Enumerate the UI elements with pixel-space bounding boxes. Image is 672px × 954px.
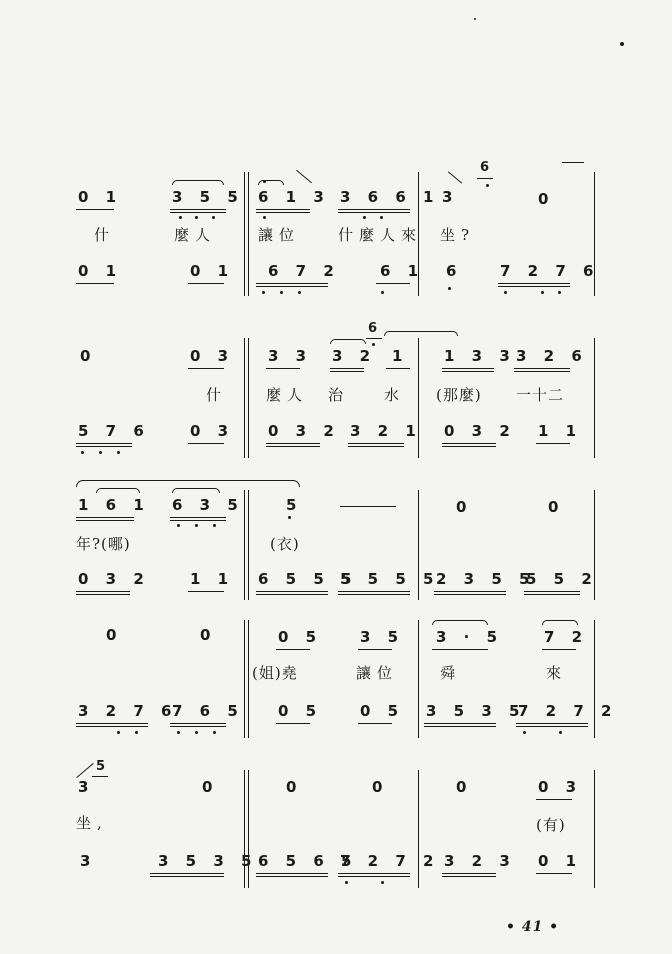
octave-dot: [195, 216, 198, 219]
note-group: 3 3: [268, 347, 313, 365]
grace-note: 6: [480, 160, 496, 175]
slur: [172, 180, 224, 185]
rest: 0: [200, 626, 217, 644]
tie: [562, 162, 584, 163]
note: 1: [392, 347, 409, 365]
accomp-group: 3 5 3 5: [158, 852, 258, 870]
accomp-group: 3 2 1: [350, 422, 422, 440]
underline: [188, 283, 224, 284]
octave-dot: [559, 731, 562, 734]
underline: [276, 723, 310, 724]
lyric: 讓位: [356, 664, 399, 682]
lyric: 水: [384, 386, 406, 404]
rest: 0: [286, 778, 303, 796]
octave-dot: [213, 731, 216, 734]
barline: [418, 770, 419, 888]
underline: [76, 443, 132, 447]
barline: [418, 620, 419, 738]
accomp-group: 1 1: [538, 422, 583, 440]
note-group: 0 1: [78, 188, 123, 206]
lyric: 讓位: [258, 226, 301, 244]
lyric: 麼人: [174, 226, 217, 244]
accomp-note: 3: [80, 852, 97, 870]
underline: [358, 649, 392, 650]
underline: [514, 368, 570, 372]
slur: [432, 620, 488, 625]
lyric: (衣): [270, 535, 300, 553]
underline: [536, 799, 572, 800]
note: 3: [442, 188, 459, 206]
octave-dot: [381, 291, 384, 294]
accomp-group: 0 1: [78, 262, 123, 280]
lyric: (有): [536, 816, 566, 834]
page-number: • 41 •: [506, 919, 560, 935]
double-barline: [244, 172, 249, 296]
accomp-group: 0 1: [538, 852, 583, 870]
underline: [188, 443, 224, 444]
note-group: 0 3: [538, 778, 583, 796]
accomp-note: 6: [446, 262, 463, 280]
octave-dot: [345, 881, 348, 884]
underline: [256, 873, 328, 877]
underline: [150, 873, 224, 877]
underline: [536, 443, 570, 444]
underline: [92, 776, 108, 777]
underline: [338, 209, 410, 213]
underline: [266, 443, 320, 447]
octave-dot: [448, 287, 451, 290]
octave-dot: [486, 184, 489, 187]
underline: [524, 591, 580, 595]
underline: [170, 723, 226, 727]
underline: [536, 873, 572, 874]
double-barline: [244, 770, 249, 888]
note-group: 1 6 1: [78, 496, 150, 514]
underline: [76, 283, 114, 284]
lyric: (那麼): [436, 386, 482, 404]
note-group: 3 5: [360, 628, 405, 646]
octave-dot: [99, 451, 102, 454]
note-group: 3 2: [332, 347, 377, 365]
accomp-group: 6 7 2: [268, 262, 340, 280]
barline: [418, 338, 419, 458]
octave-dot: [117, 731, 120, 734]
underline: [76, 723, 148, 727]
octave-dot: [213, 524, 216, 527]
octave-dot: [504, 291, 507, 294]
double-barline: [244, 620, 249, 738]
note-group: 1 3 3: [444, 347, 516, 365]
underline: [330, 368, 364, 372]
lyric: 治: [328, 386, 350, 404]
barline: [594, 338, 595, 458]
octave-dot: [381, 881, 384, 884]
grace-note: 6: [368, 321, 384, 336]
slur: [330, 339, 366, 344]
note-group: 3 5 5: [172, 188, 244, 206]
accomp-group: 0 3: [190, 422, 235, 440]
underline: [516, 723, 588, 727]
slur: [384, 331, 458, 336]
underline: [442, 368, 494, 372]
barline: [594, 620, 595, 738]
lyric: 什: [94, 226, 116, 244]
underline: [76, 591, 130, 595]
underline: [188, 591, 224, 592]
lyric: (姐)堯: [252, 664, 298, 682]
barline: [594, 770, 595, 888]
octave-dot: [177, 731, 180, 734]
underline: [424, 723, 496, 727]
underline: [338, 873, 410, 877]
underline: [358, 723, 392, 724]
rest: 0: [456, 778, 473, 796]
rest: 0: [372, 778, 389, 796]
slur: [258, 180, 284, 185]
accomp-group: 7 2 7 2: [518, 702, 618, 720]
octave-dot: [298, 291, 301, 294]
accomp-group: 7 2 7 6: [500, 262, 600, 280]
accomp-group: 7 2 7 2: [340, 852, 440, 870]
accomp-group: 0 1: [190, 262, 235, 280]
lyric: 舜: [440, 664, 462, 682]
underline: [376, 283, 410, 284]
slur: [76, 480, 300, 487]
octave-dot: [263, 180, 266, 183]
lyric: 什: [206, 386, 228, 404]
lyric: 一十二: [516, 386, 565, 404]
accomp-group: 3 2 3: [444, 852, 516, 870]
slur: [96, 488, 140, 493]
octave-dot: [523, 731, 526, 734]
accomp-group: 1 1: [190, 570, 235, 588]
lyric: 什麼人來: [338, 226, 423, 244]
accomp-group: 0 5: [278, 702, 323, 720]
octave-dot: [262, 291, 265, 294]
rest: 0: [548, 498, 565, 516]
underline: [276, 649, 310, 650]
octave-dot: [117, 451, 120, 454]
octave-dot: [195, 731, 198, 734]
accomp-group: 5 5 5 5: [340, 570, 440, 588]
underline: [266, 368, 300, 369]
underline: [542, 649, 576, 650]
note-group: 3 · 5: [436, 628, 504, 646]
accomp-group: 2 3 5 5: [436, 570, 536, 588]
octave-dot: [81, 451, 84, 454]
underline: [432, 649, 488, 650]
underline: [256, 591, 328, 595]
accomp-group: 0 3 2: [444, 422, 516, 440]
double-barline: [244, 490, 249, 600]
octave-dot: [177, 524, 180, 527]
accomp-group: 5 7 6: [78, 422, 150, 440]
underline: [170, 209, 226, 213]
accomp-group: 6 5 5 5: [258, 570, 358, 588]
accomp-group: 0 3 2: [78, 570, 150, 588]
octave-dot: [372, 343, 375, 346]
accomp-group: 0 3 2: [268, 422, 340, 440]
octave-dot: [288, 516, 291, 519]
note-group: 3 6 6 1: [340, 188, 440, 206]
octave-dot: [195, 524, 198, 527]
lyric: 坐?: [440, 226, 476, 244]
accomp-group: 3 5 3 5: [426, 702, 526, 720]
underline: [170, 517, 226, 521]
underline: [76, 209, 114, 210]
underline: [256, 209, 310, 213]
rest: 0: [202, 778, 219, 796]
note-group: 6 1 3: [258, 188, 330, 206]
octave-dot: [263, 216, 266, 219]
underline: [442, 873, 496, 877]
accomp-group: 6 5 6 5: [258, 852, 358, 870]
lyric: 來: [546, 664, 568, 682]
lyric: 年?(哪): [76, 535, 131, 553]
underline: [386, 368, 410, 369]
breath-mark: [296, 170, 312, 184]
speck: [620, 42, 624, 46]
underline: [256, 283, 328, 287]
accomp-group: 3 2 7 6: [78, 702, 178, 720]
underline: [76, 517, 134, 521]
lyric: 坐,: [76, 814, 108, 832]
octave-dot: [212, 216, 215, 219]
underline: [498, 283, 570, 287]
octave-dot: [541, 291, 544, 294]
note: 3: [78, 778, 95, 796]
octave-dot: [179, 216, 182, 219]
underline: [442, 443, 496, 447]
note: 5: [286, 496, 303, 514]
underline: [188, 368, 224, 369]
rest: 0: [80, 347, 97, 365]
octave-dot: [280, 291, 283, 294]
rest: 0: [456, 498, 473, 516]
underline: [477, 178, 493, 179]
underline: [348, 443, 404, 447]
note-group: 6 3 5: [172, 496, 244, 514]
note-group: 0 3: [190, 347, 235, 365]
underline: [338, 591, 410, 595]
octave-dot: [135, 731, 138, 734]
lyric: 麼人: [266, 386, 309, 404]
hold-dash: [340, 506, 396, 507]
slide-mark: [448, 171, 462, 183]
slur: [542, 620, 578, 625]
underline: [366, 338, 382, 339]
accomp-group: 5 5 2: [526, 570, 598, 588]
note-group: 0 5: [278, 628, 323, 646]
rest: 0: [106, 626, 123, 644]
octave-dot: [363, 216, 366, 219]
rest: 0: [538, 190, 555, 208]
slur: [172, 488, 220, 493]
grace-note: 5: [96, 759, 112, 774]
speck: [474, 18, 476, 20]
accomp-group: 7 6 5: [172, 702, 244, 720]
accomp-group: 0 5: [360, 702, 405, 720]
octave-dot: [558, 291, 561, 294]
octave-dot: [380, 216, 383, 219]
note-group: 7 2: [544, 628, 589, 646]
underline: [434, 591, 506, 595]
note-group: 3 2 6: [516, 347, 588, 365]
accomp-group: 6 1: [380, 262, 425, 280]
double-barline: [244, 338, 249, 458]
